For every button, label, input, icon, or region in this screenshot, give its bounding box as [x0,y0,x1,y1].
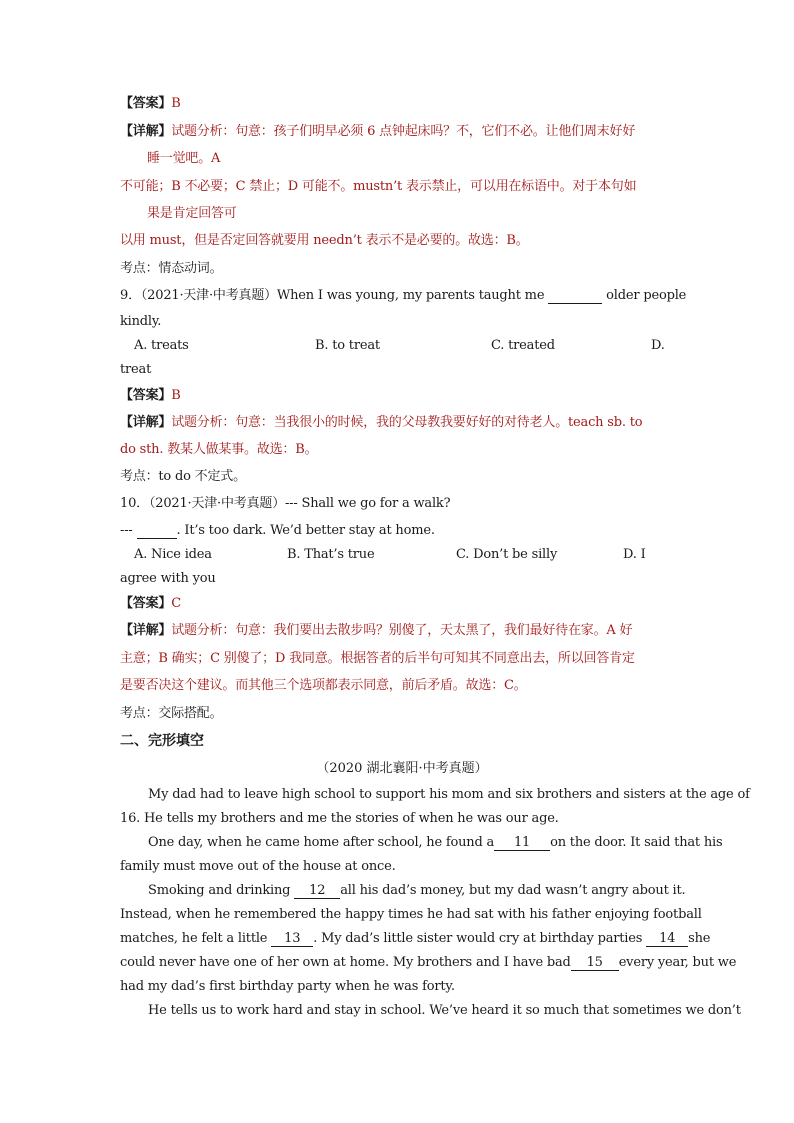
passage-text: Smoking and drinking [148,883,295,898]
q9-option-b: B. to treat [315,338,380,353]
q9-stem-text-end: older people [602,288,687,303]
answer-tag: 【答案】 [120,596,172,611]
passage-text: . My dad’s little sister would cry at birthday parties [313,931,647,946]
passage-line [148,882,685,900]
passage-text: matches, he felt a little [120,931,272,946]
passage-text: every year, but we [618,955,737,970]
passage-line: 16. He tells my brothers and me the stories of when he was our age. [120,811,559,826]
q9-stem-cont: kindly. [120,314,162,329]
q10-option-d-text: agree with you [120,571,216,586]
q9-answer-line [120,387,181,405]
passage-line [120,954,736,972]
q9-option-d-text: treat [120,362,152,377]
q10-reply-text: . It’s too dark. We’d better stay at home. [176,523,435,538]
section-title: 二、完形填空 [120,733,204,749]
answer-value: C [171,596,181,611]
q10-point: 考点：交际搭配。 [120,706,223,721]
passage-line [148,834,722,852]
q10-detail-line2: 主意；B 确实；C 别傻了；D 我同意。根据答者的后半句可知其不同意出去，所以回答肯定 [120,651,635,666]
detail-text: 试题分析：句意：当我很小的时候，我的父母教我要好好的对待老人。teach sb. to [171,415,643,430]
answer-tag: 【答案】 [120,96,172,111]
q8-answer-line [120,95,181,113]
q10-option-a: A. Nice idea [134,547,212,562]
blank-13: 13 [271,932,313,947]
q10-option-b: B. That’s true [287,547,375,562]
q9-blank [548,289,602,304]
detail-text: 试题分析：句意：孩子们明早必须 6 点钟起床吗？不，它们不必。让他们周末好好 [171,124,636,139]
q10-detail-line1 [120,622,632,640]
passage-line: He tells us to work hard and stay in school. We’ve heard it so much that sometimes we don’t [148,1003,741,1018]
q10-reply-dash: --- [120,523,137,538]
detail-tag: 【详解】 [120,124,172,139]
q9-stem [120,287,686,305]
q10-answer-line [120,595,181,613]
passage-line: family must move out of the house at once. [120,859,396,874]
q8-detail-line2: 睡一觉吧。A [147,151,221,166]
detail-tag: 【详解】 [120,623,172,638]
q9-option-d: D. [651,338,665,353]
passage-text: could never have one of her own at home. My brothers and I have bad [120,955,571,970]
passage-line: My dad had to leave high school to support his mom and six brothers and sisters at the age of [148,787,750,802]
q9-option-a: A. treats [134,338,189,353]
passage-line [120,930,710,948]
q10-option-d: D. I [623,547,646,562]
answer-value: B [171,96,181,111]
q8-detail-line1 [120,123,635,141]
passage-line: Instead, when he remembered the happy times he had sat with his father enjoying football [120,907,702,922]
detail-tag: 【详解】 [120,415,172,430]
q8-detail-line5: 以用 must，但是否定回答就要用 needn’t 表示不是必要的。故选：B。 [120,233,529,248]
q9-option-c: C. treated [491,338,555,353]
q8-detail-line4: 果是肯定回答可 [147,206,237,221]
q10-option-c: C. Don’t be silly [456,547,558,562]
q10-reply [120,522,435,540]
q9-detail-line2: do sth. 教某人做某事。故选：B。 [120,442,318,457]
passage-text: One day, when he came home after school, he found a [148,835,495,850]
detail-text: 试题分析：句意：我们要出去散步吗？别傻了，天太黑了，我们最好待在家。A 好 [171,623,633,638]
blank-12: 12 [294,884,340,899]
passage-source: （2020 湖北襄阳·中考真题） [316,761,488,776]
q8-detail-line3: 不可能；B 不必要；C 禁止；D 可能不。mustn’t 表示禁止，可以用在标语中。对于本句如 [120,179,637,194]
passage-text: she [688,931,711,946]
blank-14: 14 [646,932,688,947]
answer-tag: 【答案】 [120,388,172,403]
q10-stem: 10．（2021·天津·中考真题）--- Shall we go for a walk? [120,496,451,511]
q10-blank [137,524,177,539]
q9-stem-text: 9．（2021·天津·中考真题）When I was young, my parents taught me [120,288,549,303]
blank-11: 11 [494,836,550,851]
blank-15: 15 [571,956,619,971]
answer-value: B [171,388,181,403]
passage-line: had my dad’s first birthday party when he was forty. [120,979,455,994]
q8-point: 考点：情态动词。 [120,261,223,276]
passage-text: all his dad’s money, but my dad wasn’t angry about it. [340,883,686,898]
q9-point: 考点：to do 不定式。 [120,469,246,484]
passage-text: on the door. It said that his [550,835,723,850]
q10-detail-line3: 是要否决这个建议。而其他三个选项都表示同意，前后矛盾。故选：C。 [120,678,527,693]
q9-detail-line1 [120,414,642,432]
